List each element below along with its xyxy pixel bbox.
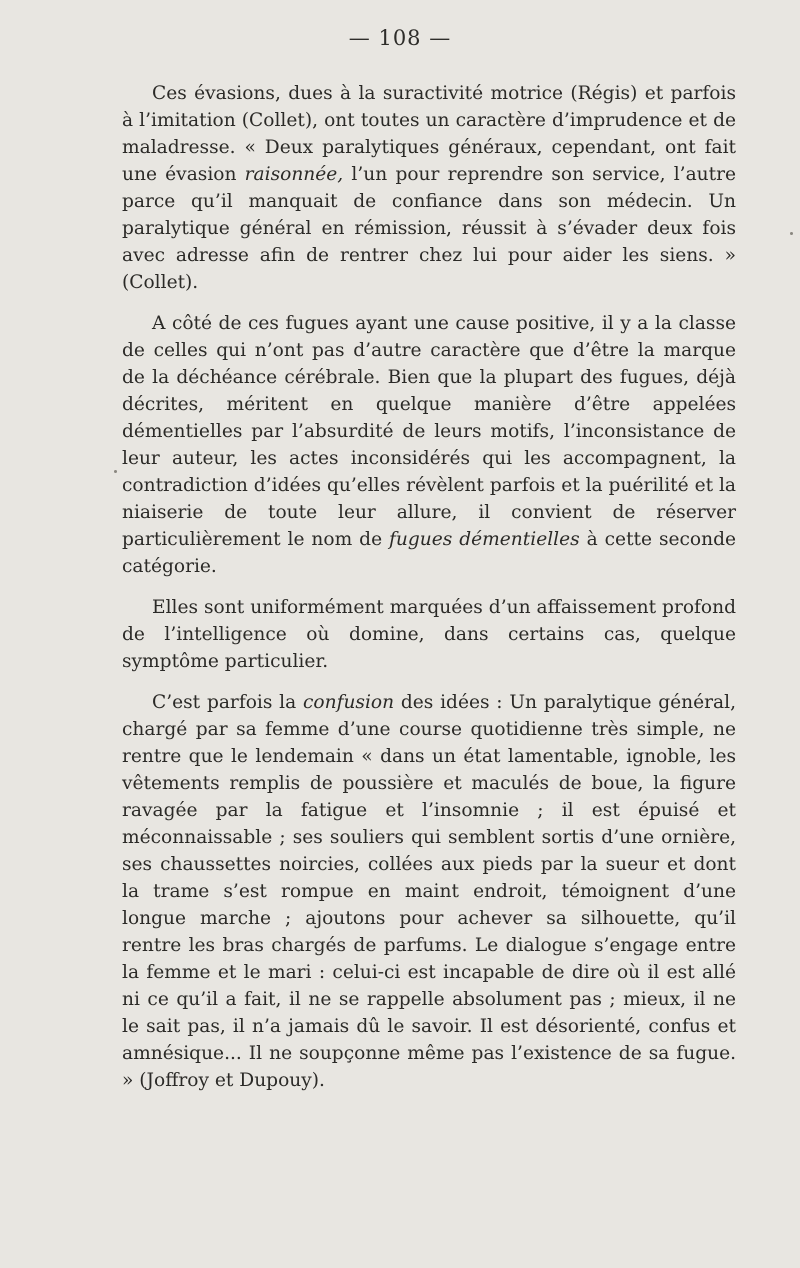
emphasis-raisonnee: raisonnée, xyxy=(244,164,344,185)
paragraph-fugues-dementielles xyxy=(122,310,736,580)
paragraph-2-text-a: A côté de ces fugues ayant une cause positive, il y a la classe de celles qui n’ont pas d’autre caractère que d’être la marque de la déchéance cérébrale. Bien que la plupart des fugues, déjà décrites, méritent en quelque manière d’être appelées démentielles par l’absurdité de leurs motifs, l’inconsistance de leur auteur, les actes inconsidérés qui les accompagnent, la contradiction d’idées qu’elles révèlent parfois et la puérilité et la niaiserie de toute leur allure, il convient de réserver particulièrement le nom de xyxy=(122,313,736,550)
paragraph-1-text-b: l’un pour reprendre son service, l’autre parce qu’il manquait de confiance dans son médecin. Un paralytique général en rémission, réussit à s’évader deux fois avec adresse afin de rentrer chez lui pour aider les siens. » (Collet). xyxy=(122,164,736,293)
paragraph-3-text: Elles sont uniformément marquées d’un affaissement profond de l’intelligence où domine, dans certains cas, quelque symptôme particulier. xyxy=(122,597,736,672)
paragraph-affaissement xyxy=(122,594,736,675)
page-number: — 108 — xyxy=(348,26,452,50)
paragraph-confusion xyxy=(122,689,736,1094)
paragraph-2-text-b: à cette seconde catégorie. xyxy=(122,529,737,577)
paragraph-4-text-b: des idées : Un paralytique général, chargé par sa femme d’une course quotidienne très simple, ne rentre que le lendemain « dans un état lamentable, ignoble, les vêtements remplis de poussière et maculés de boue, la figure ravagée par la fatigue et l’insomnie ; il est épuisé et méconnaissable ; ses souliers qui semblent sortis d’une ornière, ses chaussettes noircies, collées aux pieds par la sueur et dont la trame s’est rompue en maint endroit, témoignent d’une longue marche ; ajoutons pour achever sa silhouette, qu’il rentre les bras chargés de parfums. Le dialogue s’engage entre la femme et le mari : celui-ci est incapable de dire où il est allé ni ce qu’il a fait, il ne se rappelle absolument pas ; mieux, il ne le sait pas, il n’a jamais dû le savoir. Il est désorienté, confus et amnésique... Il ne soupçonne même pas l’existence de sa fugue. » (Joffroy et Dupouy). xyxy=(122,692,736,1091)
emphasis-confusion: confusion xyxy=(302,692,395,713)
paragraph-1-text-a: Ces évasions, dues à la suractivité motrice (Régis) et parfois à l’imitation (Collet), ont toutes un caractère d’imprudence et de maladresse. « Deux paralytiques généraux, cependant, ont fait une évasion xyxy=(122,83,736,185)
body-text xyxy=(122,80,736,1108)
emphasis-fugues-dementielles: fugues démentielles xyxy=(389,529,580,550)
paper-speck xyxy=(790,232,793,235)
paper-speck xyxy=(114,470,117,473)
paragraph-evasions xyxy=(122,80,736,296)
paragraph-4-text-a: C’est parfois la xyxy=(152,692,303,713)
